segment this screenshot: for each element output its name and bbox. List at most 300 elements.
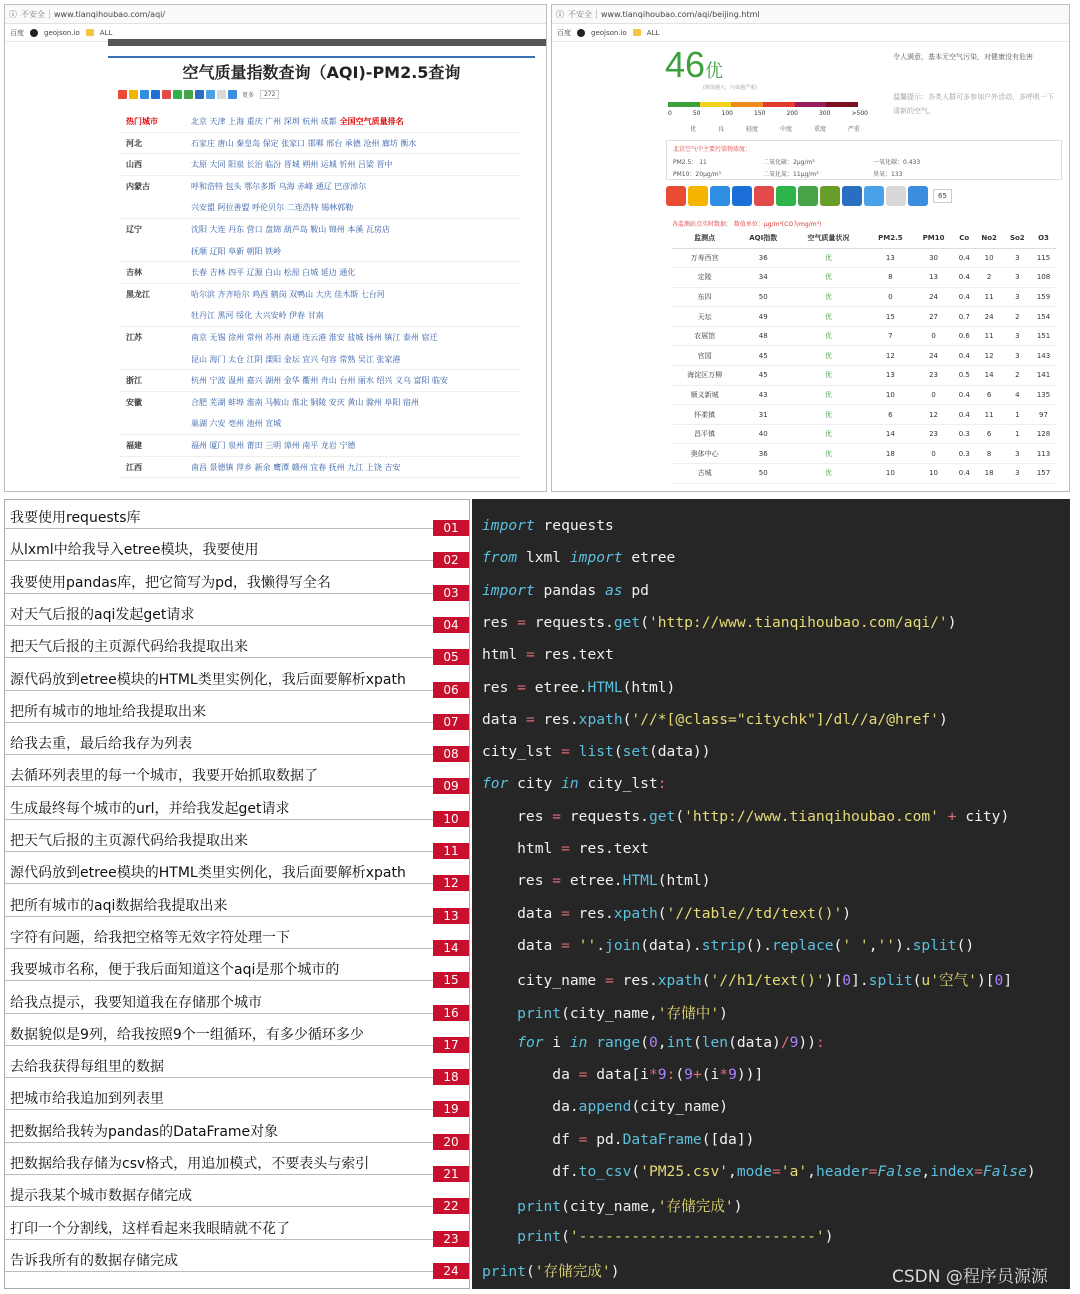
task-number: 06 [433, 682, 469, 698]
task-text: 我要使用pandas库，把它简写为pd，我懒得写全名 [10, 574, 331, 591]
code-line: from lxml import etree [482, 549, 676, 567]
task-number: 19 [433, 1101, 469, 1117]
table-cell: 34 [737, 268, 789, 288]
share-icon[interactable] [776, 186, 796, 206]
task-number: 17 [433, 1037, 469, 1053]
city-links[interactable]: 合肥 芜湖 蚌埠 淮南 马鞍山 淮北 铜陵 安庆 黄山 滁州 阜阳 宿州 [191, 397, 419, 407]
task-row [5, 597, 471, 632]
task-row [5, 985, 471, 1020]
table-cell: 30 [913, 248, 954, 268]
table-cell: 8 [975, 444, 1004, 464]
city-links[interactable]: 杭州 宁波 温州 嘉兴 湖州 金华 衢州 舟山 台州 丽水 绍兴 义乌 富阳 临安 [191, 376, 449, 386]
watermark: CSDN @程序员源源 [892, 1267, 1048, 1287]
plus-icon[interactable] [908, 186, 928, 206]
table-cell: 0.3 [954, 424, 975, 444]
task-number: 01 [433, 520, 469, 536]
table-row [672, 307, 1056, 327]
share-icon[interactable] [184, 90, 193, 99]
table-cell: 顺义新城 [672, 385, 737, 405]
column-header: So2 [1004, 229, 1031, 248]
bookmark-geojson[interactable]: geojson.io [44, 28, 80, 37]
share-icon[interactable] [666, 186, 686, 206]
pollutant-value: PM10：20μg/m³ [673, 171, 721, 178]
table-cell: 3 [1004, 346, 1031, 366]
table-cell: 优 [789, 464, 867, 484]
table-cell: 3 [1004, 464, 1031, 484]
table-cell: 50 [737, 287, 789, 307]
city-links[interactable]: 南昌 景德镇 萍乡 新余 鹰潭 赣州 宜春 抚州 九江 上饶 吉安 [191, 462, 401, 472]
share-icon[interactable] [798, 186, 818, 206]
code-line: print('---------------------------') [517, 1227, 834, 1245]
table-cell: 优 [789, 248, 867, 268]
table-cell: 14 [975, 366, 1004, 386]
table-row [672, 424, 1056, 444]
table-cell: 4 [1004, 385, 1031, 405]
scale-number: 100 [721, 110, 733, 117]
code-line: da = data[i*9:(9+(i*9))] [482, 1066, 764, 1084]
task-underline [5, 1109, 433, 1110]
row-divider [120, 153, 520, 154]
scale-segment [826, 102, 858, 107]
code-line: print(city_name,'存储中') [517, 1004, 728, 1022]
task-text: 去给我获得每组里的数据 [10, 1059, 164, 1076]
scale-segment [700, 102, 732, 107]
table-cell: 3 [1004, 268, 1031, 288]
table-cell: 优 [789, 424, 867, 444]
divider [49, 9, 50, 19]
table-cell: 优 [789, 444, 867, 464]
task-text: 把所有城市的地址给我提取出来 [10, 703, 206, 720]
aqi-level: 优 [705, 61, 724, 81]
table-cell: 18 [975, 464, 1004, 484]
task-underline [5, 722, 433, 723]
share-icon[interactable] [173, 90, 182, 99]
github-icon [30, 29, 38, 37]
task-text: 生成最终每个城市的url，并给我发起get请求 [10, 800, 290, 817]
scale-segment [668, 102, 700, 107]
folder-icon [633, 29, 641, 36]
table-cell: 11 [975, 287, 1004, 307]
task-number: 11 [433, 843, 469, 859]
share-icon[interactable] [842, 186, 862, 206]
code-line: print(city_name,'存储完成') [517, 1198, 743, 1216]
address-bar[interactable] [5, 5, 546, 24]
table-cell: 13 [868, 248, 914, 268]
table-note: 各监测站点实时数据： 数值单位：μg/m³(CO为mg/m³) [672, 221, 822, 228]
code-line: res = requests.get('http://www.tianqihoubao.com/aqi/') [482, 613, 957, 631]
table-cell: 6 [975, 385, 1004, 405]
table-cell: 优 [789, 405, 867, 425]
table-cell: 97 [1031, 405, 1056, 425]
city-links[interactable]: 昆山 海门 太仓 江阴 溧阳 金坛 宜兴 句容 常熟 吴江 张家港 [191, 354, 401, 364]
column-header: O3 [1031, 229, 1056, 248]
share-icon[interactable] [217, 90, 226, 99]
code-line: html = res.text [482, 646, 614, 664]
address-bar[interactable] [552, 5, 1069, 24]
table-cell: 0.4 [954, 405, 975, 425]
task-text: 把城市给我追加到列表里 [10, 1091, 164, 1108]
task-underline [5, 625, 433, 626]
share-icon[interactable] [162, 90, 171, 99]
scale-number: 150 [754, 110, 766, 117]
table-cell: 154 [1031, 307, 1056, 327]
task-number: 04 [433, 617, 469, 633]
province-name: 吉林 [126, 268, 142, 278]
bookmark-baidu[interactable]: 百度 [557, 28, 571, 37]
row-divider [120, 283, 520, 284]
code-line: res = etree.HTML(html) [482, 678, 676, 696]
table-cell: 2 [1004, 307, 1031, 327]
table-cell: 0 [868, 287, 914, 307]
code-line: res = requests.get('http://www.tianqihoubao.com' + city) [482, 807, 1010, 825]
province-name: 江西 [126, 462, 142, 472]
table-cell: 天坛 [672, 307, 737, 327]
task-underline [5, 948, 433, 949]
scale-label: 轻度 [745, 126, 758, 133]
plus-icon[interactable] [228, 90, 237, 99]
task-text: 把数据给我转为pandas的DataFrame对象 [10, 1123, 279, 1140]
url-text[interactable]: www.tianqihoubao.com/aqi/beijing.html [601, 9, 760, 19]
task-number: 07 [433, 714, 469, 730]
table-cell: 1 [1004, 405, 1031, 425]
task-number: 10 [433, 811, 469, 827]
province-name: 江苏 [126, 333, 142, 342]
city-links[interactable]: 沈阳 大连 丹东 营口 盘锦 葫芦岛 鞍山 锦州 本溪 瓦房店 [191, 225, 390, 234]
table-cell: 135 [1031, 385, 1056, 405]
table-cell: 13 [868, 366, 914, 386]
table-cell: 定陵 [672, 268, 737, 288]
task-underline [5, 657, 433, 658]
aqi-scale-numbers [668, 110, 868, 117]
task-text: 从lxml中给我导入etree模块，我要使用 [10, 542, 259, 559]
row-divider [120, 326, 520, 327]
table-cell: 12 [975, 346, 1004, 366]
task-number: 20 [433, 1134, 469, 1150]
bookmark-baidu[interactable]: 百度 [10, 28, 24, 37]
table-cell: 优 [789, 385, 867, 405]
table-cell: 11 [975, 326, 1004, 346]
table-cell: 45 [737, 346, 789, 366]
task-number: 12 [433, 875, 469, 891]
task-row [5, 791, 471, 826]
share-icon[interactable] [151, 90, 160, 99]
task-row [5, 855, 471, 891]
bookmark-all[interactable]: ALL [99, 28, 113, 37]
table-row [672, 464, 1056, 484]
column-header: PM2.5 [868, 229, 914, 248]
task-underline [5, 1142, 433, 1143]
share-icon[interactable] [206, 90, 215, 99]
code-panel [472, 499, 1070, 1289]
task-number: 02 [433, 552, 469, 568]
task-row [5, 1081, 471, 1117]
health-tip: 温馨提示：各类人群可多参加户外活动，多呼吸一下清新的空气。 [893, 93, 1054, 115]
scale-label: 优 [690, 126, 697, 133]
table-cell: 优 [789, 326, 867, 346]
task-text: 去循环列表里的每一个城市，我要开始抓取数据了 [10, 768, 318, 785]
task-row [5, 629, 471, 665]
code-line: da.append(city_name) [482, 1098, 729, 1116]
table-cell: 0.4 [954, 346, 975, 366]
site-top-bar [108, 39, 546, 46]
insecure-label: 不安全 [568, 9, 592, 19]
province-name: 福建 [126, 441, 142, 450]
city-links[interactable]: 北京 天津 上海 重庆 广州 深圳 杭州 成都 全国空气质量排名 [191, 117, 404, 126]
task-row [5, 1017, 471, 1052]
url-text[interactable]: www.tianqihoubao.com/aqi/ [54, 9, 166, 19]
city-links[interactable]: 长春 吉林 四平 辽源 白山 松原 白城 延边 通化 [191, 268, 356, 278]
city-links[interactable]: 呼和浩特 包头 鄂尔多斯 乌海 赤峰 通辽 巴彦淖尔 [191, 181, 367, 191]
table-cell: 108 [1031, 268, 1056, 288]
table-cell: 159 [1031, 287, 1056, 307]
share-icon[interactable] [710, 186, 730, 206]
task-row [5, 758, 471, 794]
table-cell: 141 [1031, 366, 1056, 386]
aqi-number: 46 [665, 44, 706, 85]
city-links[interactable]: 福州 厦门 泉州 莆田 三明 漳州 南平 龙岩 宁德 [191, 441, 356, 450]
task-underline [5, 593, 433, 594]
scale-segment [731, 102, 763, 107]
table-cell: 18 [868, 444, 914, 464]
task-text: 把所有城市的aqi数据给我提取出来 [10, 897, 228, 914]
table-cell: 14 [868, 424, 914, 444]
code-line: city_name = res.xpath('//h1/text()')[0].split(u'空气')[0] [482, 972, 1013, 990]
share-icon[interactable] [195, 90, 204, 99]
share-icon[interactable] [688, 186, 708, 206]
row-divider [120, 132, 520, 133]
task-underline [5, 1206, 433, 1207]
task-underline [5, 786, 433, 787]
city-links[interactable]: 石家庄 唐山 秦皇岛 保定 张家口 邯郸 邢台 承德 沧州 廊坊 衡水 [191, 138, 417, 148]
health-text: 令人满意，基本无空气污染，对健康没有危害 [893, 53, 1033, 61]
task-text: 字符有问题，给我把空格等无效字符处理一下 [10, 929, 290, 946]
folder-icon [86, 29, 94, 36]
row-divider [120, 456, 520, 457]
province-name: 热门城市 [126, 117, 158, 126]
task-underline [5, 1239, 433, 1240]
task-text: 源代码放到etree模块的HTML类里实例化，我后面要解析xpath [10, 671, 406, 688]
code-line: print('存储完成') [482, 1262, 620, 1280]
table-cell: 0.4 [954, 287, 975, 307]
task-number: 09 [433, 778, 469, 794]
rank-link[interactable]: 全国空气质量排名 [336, 117, 404, 126]
task-row [5, 1049, 471, 1085]
task-number: 13 [433, 908, 469, 924]
task-underline [5, 980, 433, 981]
task-row [5, 565, 471, 600]
share-icon[interactable] [754, 186, 774, 206]
task-row [5, 1243, 471, 1278]
info-icon: ⓘ [556, 9, 564, 19]
code-line: df = pd.DataFrame([da]) [482, 1130, 755, 1148]
city-links[interactable]: 太原 大同 阳泉 长治 临汾 晋城 朔州 运城 忻州 吕梁 晋中 [191, 160, 393, 170]
aqi-value [665, 44, 723, 86]
divider [596, 9, 597, 19]
task-number: 18 [433, 1069, 469, 1085]
table-row [672, 287, 1056, 307]
code-line: import pandas as pd [482, 581, 649, 599]
table-cell: 6 [975, 424, 1004, 444]
task-text: 对天气后报的aqi发起get请求 [10, 606, 195, 623]
province-name: 河北 [126, 138, 142, 148]
table-cell: 3 [1004, 248, 1031, 268]
bookmark-geojson[interactable]: geojson.io [591, 28, 627, 37]
table-cell: 0.3 [954, 444, 975, 464]
code-line: data = res.xpath('//table//td/text()') [482, 904, 852, 922]
table-cell: 优 [789, 287, 867, 307]
code-line: data = res.xpath('//*[@class="citychk"]/dl//a/@href') [482, 710, 948, 728]
task-number: 22 [433, 1198, 469, 1214]
table-cell: 优 [789, 307, 867, 327]
task-text: 我要使用requests库 [10, 510, 141, 526]
city-links[interactable]: 牡丹江 黑河 绥化 大兴安岭 伊春 甘南 [191, 311, 324, 321]
table-cell: 15 [868, 307, 914, 327]
task-row [5, 1114, 471, 1149]
province-name: 安徽 [126, 397, 142, 407]
task-number: 08 [433, 746, 469, 762]
more-link[interactable]: 更多 [242, 92, 255, 99]
task-text: 给我点提示，我要知道我在存储那个城市 [10, 994, 262, 1011]
task-number: 15 [433, 972, 469, 988]
scale-number: >500 [851, 110, 868, 117]
aqi-note: (数值越大，污染越严重) [703, 85, 757, 91]
table-row [672, 268, 1056, 288]
table-cell: 0 [913, 326, 954, 346]
task-underline [5, 1174, 433, 1175]
row-divider [120, 261, 520, 262]
share-icon[interactable] [118, 90, 127, 99]
share-icon[interactable] [732, 186, 752, 206]
table-cell: 36 [737, 248, 789, 268]
table-row [672, 385, 1056, 405]
table-cell: 优 [789, 366, 867, 386]
task-row [5, 532, 471, 568]
task-text: 我要城市名称，便于我后面知道这个aqi是那个城市的 [10, 962, 340, 979]
city-links[interactable]: 南京 无锡 徐州 常州 苏州 南通 连云港 淮安 盐城 扬州 镇江 泰州 宿迁 [191, 333, 438, 342]
pollutant-value: 二氧化氮：11μg/m³ [763, 171, 819, 178]
table-cell: 0 [913, 385, 954, 405]
task-underline [5, 560, 433, 561]
table-cell: 海淀区万柳 [672, 366, 737, 386]
scale-label: 严重 [847, 126, 860, 133]
table-cell: 怀柔镇 [672, 405, 737, 425]
table-cell: 古城 [672, 464, 737, 484]
task-number: 03 [433, 585, 469, 601]
share-icon[interactable] [886, 186, 906, 206]
task-list [4, 499, 470, 1289]
column-header: 监测点 [672, 229, 737, 248]
scale-label: 重度 [813, 126, 826, 133]
table-cell: 115 [1031, 248, 1056, 268]
table-cell: 优 [789, 268, 867, 288]
table-cell: 12 [913, 405, 954, 425]
task-underline [5, 916, 433, 917]
table-cell: 7 [868, 326, 914, 346]
task-row [5, 662, 471, 697]
table-row [672, 326, 1056, 346]
aqi-color-scale [668, 102, 858, 107]
table-cell: 0.4 [954, 385, 975, 405]
task-row [5, 694, 471, 729]
task-underline [5, 1045, 433, 1046]
scale-segment [763, 102, 795, 107]
table-cell: 157 [1031, 464, 1056, 484]
code-line: data = ''.join(data).strip().replace(' ','').split() [482, 936, 975, 954]
table-cell: 0.6 [954, 326, 975, 346]
scale-number: 50 [692, 110, 701, 117]
pollutant-value: 臭氧：133 [873, 171, 903, 178]
task-row [5, 920, 471, 955]
table-cell: 3 [1004, 326, 1031, 346]
task-row [5, 1146, 471, 1181]
table-cell: 24 [975, 307, 1004, 327]
bookmark-all[interactable]: ALL [646, 28, 660, 37]
row-divider [120, 434, 520, 435]
table-row [672, 444, 1056, 464]
task-number: 24 [433, 1263, 469, 1279]
table-cell: 0.5 [954, 366, 975, 386]
city-links[interactable]: 抚顺 辽阳 阜新 朝阳 铁岭 [191, 246, 282, 256]
row-divider [120, 391, 520, 392]
aqi-scale-labels [690, 124, 860, 133]
table-cell: 0 [913, 444, 954, 464]
code-line: html = res.text [482, 840, 649, 857]
task-underline [5, 1013, 433, 1014]
table-cell: 48 [737, 326, 789, 346]
province-name: 辽宁 [126, 225, 142, 234]
table-cell: 8 [868, 268, 914, 288]
table-cell: 27 [913, 307, 954, 327]
task-text: 把天气后报的主页源代码给我提取出来 [10, 833, 248, 849]
task-underline [5, 1077, 433, 1078]
column-header: PM10 [913, 229, 954, 248]
task-underline [5, 851, 433, 852]
city-links[interactable]: 哈尔滨 齐齐哈尔 鸡西 鹤岗 双鸭山 大庆 佳木斯 七台河 [191, 289, 385, 299]
github-icon [577, 29, 585, 37]
task-row [5, 888, 471, 923]
task-underline [5, 528, 433, 529]
task-number: 21 [433, 1166, 469, 1182]
table-row [672, 346, 1056, 366]
share-icon[interactable] [820, 186, 840, 206]
city-links[interactable]: 兴安盟 阿拉善盟 呼伦贝尔 二连浩特 锡林郭勒 [191, 203, 354, 213]
code-line: res = etree.HTML(html) [482, 872, 711, 890]
task-number: 05 [433, 649, 469, 665]
task-number: 16 [433, 1005, 469, 1021]
task-text: 打印一个分割线，这样看起来我眼睛就不花了 [10, 1220, 290, 1237]
table-cell: 23 [913, 424, 954, 444]
task-row [5, 500, 471, 535]
task-underline [5, 690, 433, 691]
table-cell: 49 [737, 307, 789, 327]
table-cell: 45 [737, 366, 789, 386]
task-text: 告诉我所有的数据存储完成 [10, 1252, 178, 1269]
share-icon[interactable] [129, 90, 138, 99]
page-title: 空气质量指数查询（AQI)-PM2.5查询 [182, 63, 461, 82]
table-row [672, 405, 1056, 425]
table-cell: 12 [868, 346, 914, 366]
share-count: 65 [933, 189, 952, 203]
station-table [672, 229, 1056, 484]
share-icon[interactable] [864, 186, 884, 206]
city-links[interactable]: 巢湖 六安 亳州 池州 宣城 [191, 419, 282, 429]
table-cell: 3 [1004, 444, 1031, 464]
pollutant-value: PM2.5： 11 [673, 159, 707, 166]
scale-number: 0 [668, 110, 672, 117]
pollutant-value: 二氧化硫：2μg/m³ [763, 159, 815, 166]
province-name: 黑龙江 [126, 289, 150, 299]
share-icon[interactable] [140, 90, 149, 99]
